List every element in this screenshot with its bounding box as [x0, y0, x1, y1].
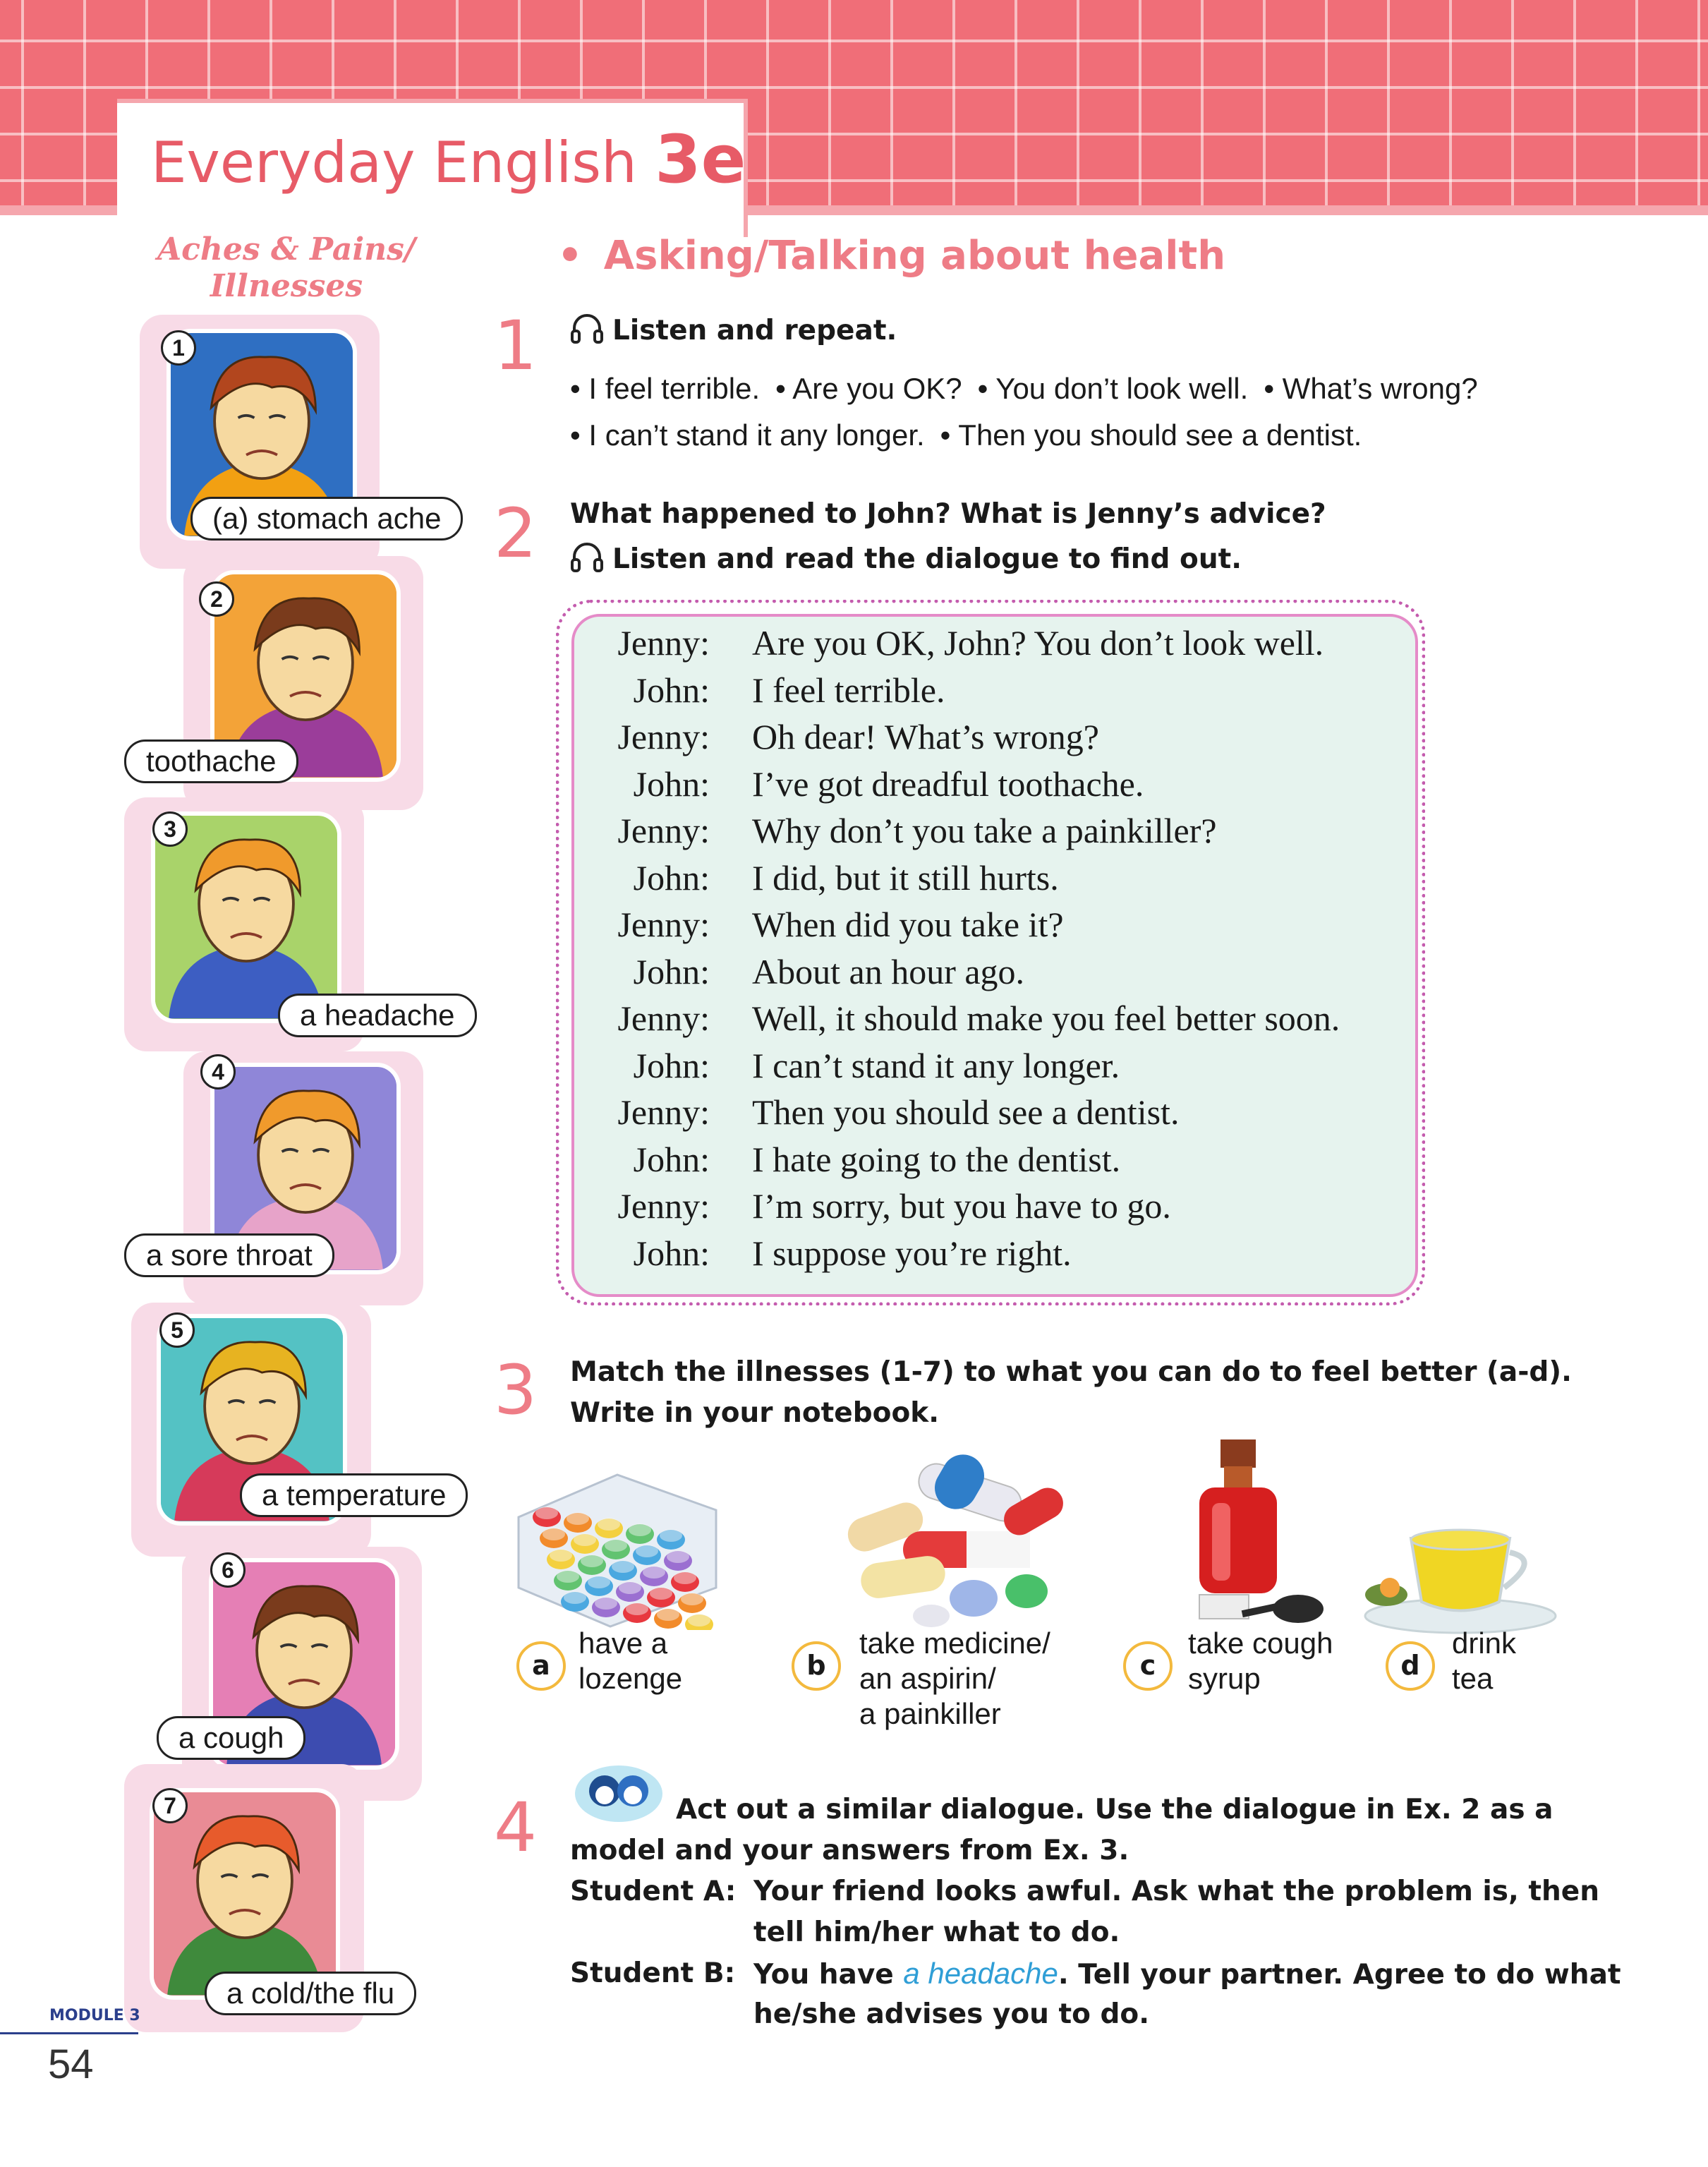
ex1-instruction-text: Listen and repeat. — [612, 315, 897, 346]
page-title — [151, 121, 746, 198]
heading-bullet: • — [557, 233, 583, 279]
headphones-icon[interactable] — [570, 313, 604, 345]
dialogue-line: Are you OK, John? You don’t look well. — [752, 623, 1324, 663]
exercise-2-instruction — [570, 539, 1242, 580]
remedy-text-line: syrup — [1188, 1662, 1261, 1695]
illness-number: 4 — [200, 1054, 236, 1089]
illness-number: 7 — [152, 1788, 188, 1823]
pair-work-icon — [573, 1760, 665, 1823]
exercise-1-instruction — [570, 310, 897, 351]
exercise-4-line2: model and your answers from Ex. 3. — [570, 1835, 1129, 1866]
exercise-1-number: 1 — [494, 306, 538, 385]
illness-label: a sore throat — [124, 1233, 334, 1277]
illness-number: 3 — [152, 811, 188, 847]
illness-label: a cough — [157, 1716, 305, 1760]
dialogue-line: I hate going to the dentist. — [752, 1139, 1121, 1179]
remedy-text — [1452, 1626, 1516, 1696]
illness-number: 6 — [210, 1552, 246, 1588]
phrase: • I can’t stand it any longer. — [570, 418, 925, 452]
sidebar-heading-line2: Illnesses — [210, 268, 363, 304]
tea-cup-picture — [1347, 1517, 1559, 1637]
sidebar-heading-line1: Aches & Pains/ — [157, 231, 416, 267]
dialogue-line: I can’t stand it any longer. — [752, 1045, 1120, 1085]
remedy-text-line: a painkiller — [859, 1697, 1001, 1730]
exercise-3-line1: Match the illnesses (1-7) to what you can do to feel better (a-d). — [570, 1356, 1572, 1388]
exercise-3-number: 3 — [494, 1351, 538, 1430]
cough-syrup-picture — [1171, 1432, 1333, 1630]
phrase: • You don’t look well. — [977, 372, 1249, 405]
lozenges-picture — [504, 1461, 723, 1630]
remedy-text — [859, 1626, 1050, 1732]
dialogue-line: I feel terrible. — [752, 670, 945, 710]
remedy-text-line: have a — [579, 1626, 668, 1660]
student-a-label: Student A: — [570, 1876, 737, 1907]
remedy-text-line: take cough — [1188, 1626, 1333, 1660]
dialogue-line: Oh dear! What’s wrong? — [752, 717, 1099, 756]
phrase: • Are you OK? — [775, 372, 962, 405]
remedy-text-line: tea — [1452, 1662, 1494, 1695]
pills-picture — [832, 1447, 1086, 1630]
dialogue-speaker: Jenny: — [617, 905, 710, 944]
sidebar-heading — [138, 231, 435, 305]
dialogue-speaker: Jenny: — [617, 1092, 710, 1132]
illness-number: 5 — [159, 1312, 195, 1348]
exercise-2-question: What happened to John? What is Jenny’s advice? — [570, 498, 1326, 530]
module-label: MODULE 3 — [49, 2007, 140, 2024]
dialogue-speaker: Jenny: — [617, 811, 710, 850]
remedy-letter: c — [1123, 1641, 1173, 1691]
dialogue-line: When did you take it? — [752, 905, 1064, 944]
exercise-3-line2: Write in your notebook. — [570, 1397, 940, 1429]
student-b-post: . Tell your partner. Agree to do what — [1058, 1959, 1621, 1991]
dialogue-speaker: John: — [633, 763, 710, 804]
remedy-text-line: an aspirin/ — [859, 1662, 996, 1695]
dialogue-speaker: John: — [633, 1233, 710, 1273]
student-b-label: Student B: — [570, 1957, 736, 1989]
exercise-2-number: 2 — [494, 494, 538, 573]
remedy-text-line: take medicine/ — [859, 1626, 1050, 1660]
dialogue-line: About an hour ago. — [752, 951, 1025, 991]
dialogue-line: I did, but it still hurts. — [752, 857, 1059, 898]
student-b-line1 — [753, 1953, 1621, 1996]
page-number: 54 — [48, 2041, 94, 2087]
phrase: • I feel terrible. — [570, 372, 761, 405]
section-heading — [557, 233, 1225, 279]
dialogue-line: Then you should see a dentist. — [752, 1092, 1180, 1132]
illness-number: 2 — [199, 581, 234, 617]
module-rule — [0, 2032, 138, 2034]
dialogue-line: I’m sorry, but you have to go. — [752, 1186, 1171, 1226]
dialogue-line: Why don’t you take a painkiller? — [752, 811, 1217, 850]
student-b-highlight: a headache — [903, 1957, 1058, 1990]
illness-label: toothache — [124, 740, 298, 783]
student-b-pre: You have — [753, 1959, 904, 1991]
dialogue-speaker: Jenny: — [617, 998, 710, 1038]
dialogue-speaker: Jenny: — [617, 717, 710, 756]
dialogue-line: Well, it should make you feel better soon. — [752, 998, 1340, 1038]
phrase: • What’s wrong? — [1264, 372, 1478, 405]
exercise-4-line1: Act out a similar dialogue. Use the dialogue in Ex. 2 as a — [676, 1794, 1553, 1825]
unit-code: 3e — [655, 121, 746, 198]
illness-number: 1 — [161, 330, 196, 366]
remedy-text — [579, 1626, 682, 1696]
remedy-letter: a — [516, 1641, 566, 1691]
headphones-icon[interactable] — [570, 541, 604, 574]
student-a-line1: Your friend looks awful. Ask what the problem is, then — [753, 1876, 1600, 1907]
student-b-line2: he/she advises you to do. — [753, 1998, 1150, 2030]
dialogue-line: I’ve got dreadful toothache. — [752, 763, 1144, 804]
illness-label: a temperature — [240, 1473, 468, 1517]
dialogue-speaker: John: — [633, 1139, 710, 1179]
phrase-line-1 — [570, 366, 1494, 412]
illness-label: a headache — [278, 994, 477, 1037]
title-text: Everyday English — [151, 130, 655, 195]
dialogue-speaker: John: — [633, 951, 710, 991]
dialogue-speaker: Jenny: — [617, 623, 710, 663]
remedy-letter: b — [792, 1641, 841, 1691]
remedy-text — [1188, 1626, 1333, 1696]
ex2-instruction-text: Listen and read the dialogue to find out. — [612, 543, 1242, 575]
illness-label: a cold/the flu — [205, 1972, 416, 2015]
remedy-text-line: drink — [1452, 1626, 1517, 1660]
remedy-letter: d — [1386, 1641, 1435, 1691]
exercise-4-number: 4 — [494, 1788, 538, 1867]
dialogue-line: I suppose you’re right. — [752, 1233, 1072, 1273]
dialogue-speaker: John: — [633, 857, 710, 898]
dialogue-speaker: John: — [633, 670, 710, 710]
student-a-line2: tell him/her what to do. — [753, 1917, 1120, 1948]
dialogue-speaker: John: — [633, 1045, 710, 1085]
illness-label: (a) stomach ache — [190, 497, 463, 541]
section-heading-text: Asking/Talking about health — [603, 233, 1226, 279]
phrase: • Then you should see a dentist. — [940, 418, 1362, 452]
remedy-text-line: lozenge — [579, 1662, 683, 1695]
phrase-line-2 — [570, 412, 1377, 459]
dialogue-speaker: Jenny: — [617, 1186, 710, 1226]
